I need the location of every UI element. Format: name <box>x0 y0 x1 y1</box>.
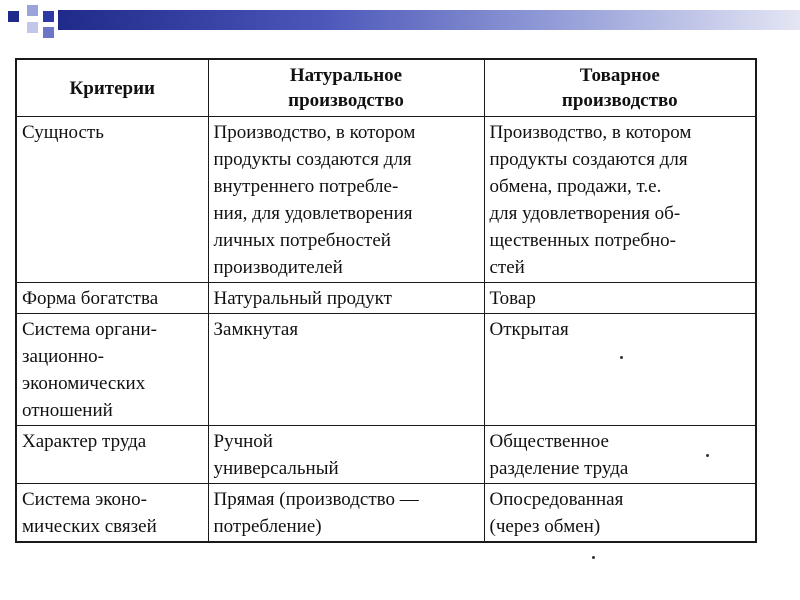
commodity-cell: Товар <box>484 283 756 314</box>
scan-speck <box>620 356 623 359</box>
table-row <box>16 117 756 283</box>
table-row <box>16 426 756 484</box>
table-row <box>16 314 756 426</box>
table-header-row <box>16 59 756 117</box>
decorative-square <box>27 5 38 16</box>
decorative-square <box>27 22 38 33</box>
criterion-cell: Характер труда <box>16 426 208 484</box>
header-criteria: Критерии <box>16 59 208 117</box>
comparison-table <box>15 58 757 543</box>
table-row <box>16 484 756 543</box>
decorative-square <box>43 27 54 38</box>
commodity-cell: Опосредованная (через обмен) <box>484 484 756 543</box>
natural-cell: Производство, в котором продукты создаются для внутреннего потребле- ния, для удовлетворения личных потребностей производителей <box>208 117 484 283</box>
commodity-cell: Открытая <box>484 314 756 426</box>
header-natural-production: Натуральное производство <box>208 59 484 117</box>
criterion-cell: Система органи- зационно- экономических отношений <box>16 314 208 426</box>
criterion-cell: Система эконо- мических связей <box>16 484 208 543</box>
slide-header-bar <box>58 10 800 30</box>
criterion-cell: Сущность <box>16 117 208 283</box>
criterion-cell: Форма богатства <box>16 283 208 314</box>
commodity-cell: Производство, в котором продукты создаются для обмена, продажи, т.е. для удовлетворения об- щественных потребно- стей <box>484 117 756 283</box>
natural-cell: Натуральный продукт <box>208 283 484 314</box>
natural-cell: Прямая (производство — потребление) <box>208 484 484 543</box>
scan-speck <box>706 454 709 457</box>
header-commodity-production: Товарное производство <box>484 59 756 117</box>
natural-cell: Ручной универсальный <box>208 426 484 484</box>
scan-speck <box>592 556 595 559</box>
decorative-square <box>8 11 19 22</box>
table-row <box>16 283 756 314</box>
natural-cell: Замкнутая <box>208 314 484 426</box>
commodity-cell: Общественное разделение труда <box>484 426 756 484</box>
decorative-square <box>43 11 54 22</box>
